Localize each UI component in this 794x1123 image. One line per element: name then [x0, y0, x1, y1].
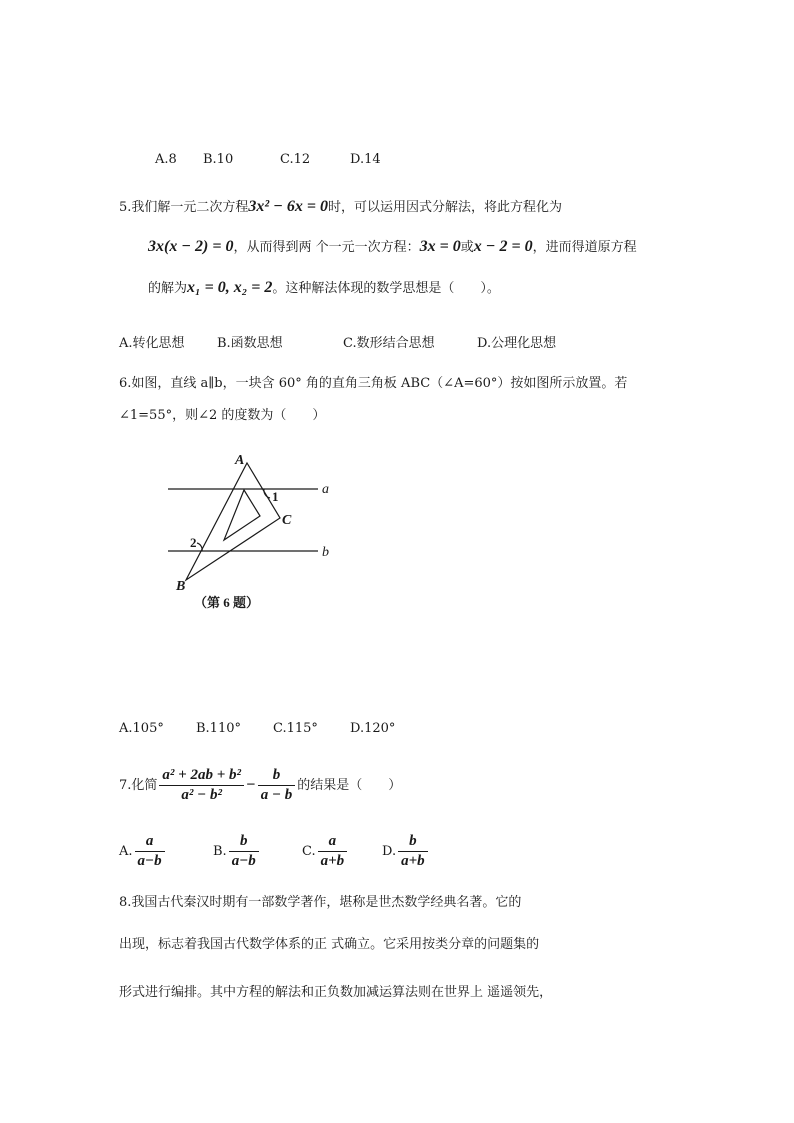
q7-fraction-1-denominator: a² − b² — [181, 787, 222, 803]
q7-option-d-fraction — [398, 834, 428, 869]
q7-fraction-2-numerator: b — [258, 768, 296, 786]
q7-option-a-label: A. — [119, 844, 133, 859]
q4-option-c: C.12 — [280, 152, 311, 167]
q5-line1-prefix: 5.我们解一元二次方程 — [119, 200, 249, 215]
q5-line2-or: 或 — [460, 240, 474, 255]
q7-option-b-numerator: b — [229, 834, 259, 852]
q5-linear-eq-2: x − 2 = 0 — [473, 238, 533, 255]
q7-option-c-fraction — [318, 834, 348, 869]
angle-1-arc — [264, 489, 270, 498]
q5-line2-suffix: ，进而得道原方程 — [532, 240, 637, 255]
q7-option-a-fraction — [135, 834, 165, 869]
q6-line-2: ∠1=55°，则∠2 的度数为（ ） — [119, 408, 326, 423]
q7-option-b — [213, 834, 261, 869]
q7-minus: − — [246, 776, 256, 794]
q4-option-d: D.14 — [350, 152, 381, 167]
q7-fraction-2-denominator: a − b — [260, 787, 293, 803]
q7-option-d-label: D. — [382, 844, 397, 859]
triangle-abc — [186, 463, 280, 580]
figure-caption: （第 6 题） — [194, 595, 260, 610]
label-2: 2 — [190, 535, 197, 550]
q5-solution: x₁ = 0, x₂ = 2 — [187, 279, 273, 296]
label-line-b: b — [322, 545, 329, 560]
q7-option-c-denominator: a+b — [320, 853, 345, 869]
q7-option-b-fraction — [229, 834, 259, 869]
q5-option-d: D.公理化思想 — [477, 336, 557, 351]
q5-line1-suffix: 时，可以运用因式分解法，将此方程化为 — [328, 200, 563, 215]
q7-fraction-1-numerator: a² + 2ab + b² — [159, 768, 244, 786]
q7-option-a-numerator: a — [135, 834, 165, 852]
q5-line3-prefix: 的解为 — [148, 281, 188, 296]
q5-line-3 — [148, 280, 500, 296]
q7-suffix: 的结果是（ ） — [297, 778, 402, 793]
q5-option-b: B.函数思想 — [217, 336, 283, 351]
q7-fraction-1 — [159, 768, 244, 803]
q4-option-b: B.10 — [203, 152, 234, 167]
q7-option-d-denominator: a+b — [401, 853, 425, 869]
q7-option-d-numerator: b — [398, 834, 428, 852]
q5-line-2 — [148, 239, 637, 255]
q7-option-c-label: C. — [302, 844, 316, 859]
label-b-vertex: B — [176, 579, 186, 594]
q6-line-1: 6.如图，直线 a∥b，一块含 60° 角的直角三角板 ABC（∠A=60°）按如图所示放置。若 — [119, 376, 628, 391]
q7-option-c-numerator: a — [318, 834, 348, 852]
q7-option-a — [119, 834, 167, 869]
q4-option-a: A.8 — [155, 152, 177, 167]
q7-fraction-2 — [258, 768, 296, 803]
q6-option-d: D.120° — [350, 721, 396, 736]
q7-option-a-denominator: a−b — [137, 853, 162, 869]
q8-line-2: 出现，标志着我国古代数学体系的正 式确立。它采用按类分章的问题集的 — [119, 937, 540, 952]
label-c-vertex: C — [282, 513, 292, 528]
q5-line2-mid: ，从而得到两 个一元一次方程： — [233, 240, 420, 255]
label-1: 1 — [272, 489, 279, 504]
q5-line3-suffix: 。这种解法体现的数学思想是（ ）。 — [272, 281, 500, 296]
q8-line-1: 8.我国古代秦汉时期有一部数学著作，堪称是世杰数学经典名著。它的 — [119, 895, 522, 910]
q7-line — [119, 768, 401, 803]
q5-line-1 — [119, 199, 562, 215]
q5-equation: 3x² − 6x = 0 — [248, 198, 329, 215]
label-a-vertex: A — [235, 453, 245, 468]
q5-option-c: C.数形结合思想 — [343, 336, 435, 351]
label-line-a: a — [322, 482, 329, 497]
q7-option-b-denominator: a−b — [231, 853, 256, 869]
q8-line-3: 形式进行编排。其中方程的解法和正负数加减运算法则在世界上 遥遥领先， — [119, 985, 553, 1000]
q5-option-a: A.转化思想 — [119, 336, 185, 351]
q5-linear-eq-1: 3x = 0 — [419, 238, 461, 255]
q6-option-c: C.115° — [273, 721, 318, 736]
q6-option-a: A.105° — [119, 721, 164, 736]
q7-option-b-label: B. — [213, 844, 227, 859]
q7-option-c — [302, 834, 349, 869]
q6-option-b: B.110° — [196, 721, 241, 736]
q7-prefix: 7.化简 — [119, 778, 158, 793]
q7-option-d — [382, 834, 430, 869]
q5-factored-eq: 3x(x − 2) = 0 — [148, 238, 234, 255]
q6-figure — [160, 450, 380, 620]
